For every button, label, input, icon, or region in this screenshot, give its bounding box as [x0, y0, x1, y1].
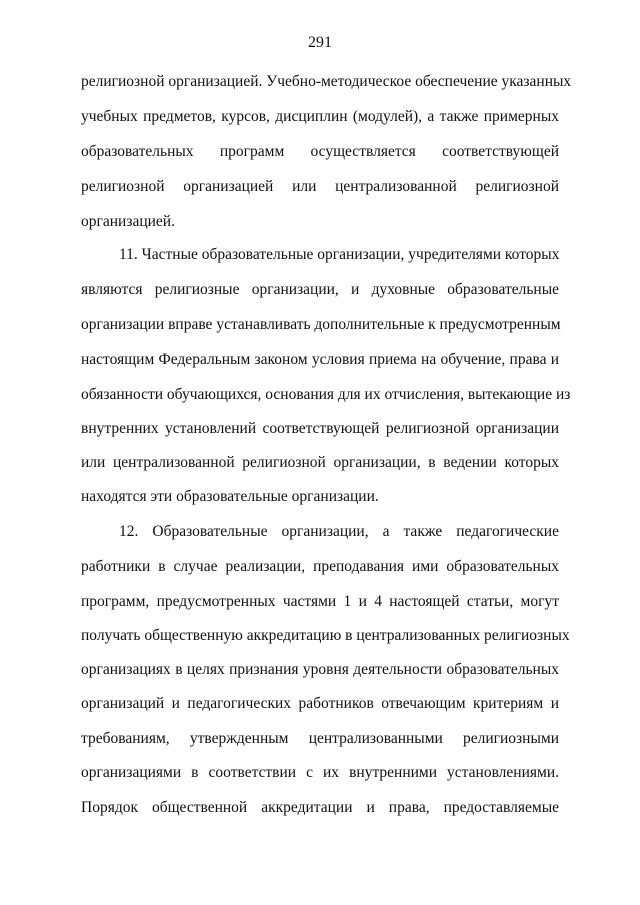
- paragraph-2-line-5: обязанности обучающихся, основания для их отчисления, вытекающие из: [81, 386, 571, 403]
- paragraph-1-line-4: религиозной организацией или централизованной религиозной: [81, 178, 559, 195]
- paragraph-3-line-1: 12. Образовательные организации, а также педагогические: [119, 523, 559, 540]
- paragraph-2-line-6: внутренних установлений соответствующей религиозной организации: [81, 420, 559, 437]
- paragraph-2-line-7: или централизованной религиозной организации, в ведении которых: [81, 454, 559, 471]
- paragraph-1-line-1: религиозной организацией. Учебно-методическое обеспечение указанных: [81, 73, 572, 90]
- paragraph-1-line-2: учебных предметов, курсов, дисциплин (модулей), а также примерных: [81, 108, 559, 125]
- paragraph-3-line-9: Порядок общественной аккредитации и права, предоставляемые: [81, 799, 559, 816]
- paragraph-2-line-1: 11. Частные образовательные организации, учредителями которых: [119, 246, 560, 263]
- paragraph-3-line-4: получать общественную аккредитацию в централизованных религиозных: [81, 627, 570, 644]
- page-number: 291: [308, 34, 332, 51]
- paragraph-3-line-7: требованиям, утвержденным централизованными религиозными: [81, 730, 559, 747]
- paragraph-2-line-3: организации вправе устанавливать дополнительные к предусмотренным: [81, 316, 561, 333]
- paragraph-2-line-8: находятся эти образовательные организации.: [81, 488, 379, 505]
- paragraph-3-line-5: организациях в целях признания уровня деятельности образовательных: [81, 661, 559, 678]
- paragraph-3-line-2: работники в случае реализации, преподавания ими образовательных: [81, 558, 559, 575]
- paragraph-1-line-5: организацией.: [81, 213, 175, 230]
- paragraph-1-line-3: образовательных программ осуществляется соответствующей: [81, 143, 559, 160]
- paragraph-2-line-2: являются религиозные организации, и духовные образовательные: [81, 281, 559, 298]
- paragraph-3-line-3: программ, предусмотренных частями 1 и 4 настоящей статьи, могут: [81, 593, 559, 610]
- paragraph-3-line-6: организаций и педагогических работников отвечающим критериям и: [81, 695, 559, 712]
- paragraph-2-line-4: настоящим Федеральным законом условия приема на обучение, права и: [81, 351, 559, 368]
- paragraph-3-line-8: организациями в соответствии с их внутренними установлениями.: [81, 764, 559, 781]
